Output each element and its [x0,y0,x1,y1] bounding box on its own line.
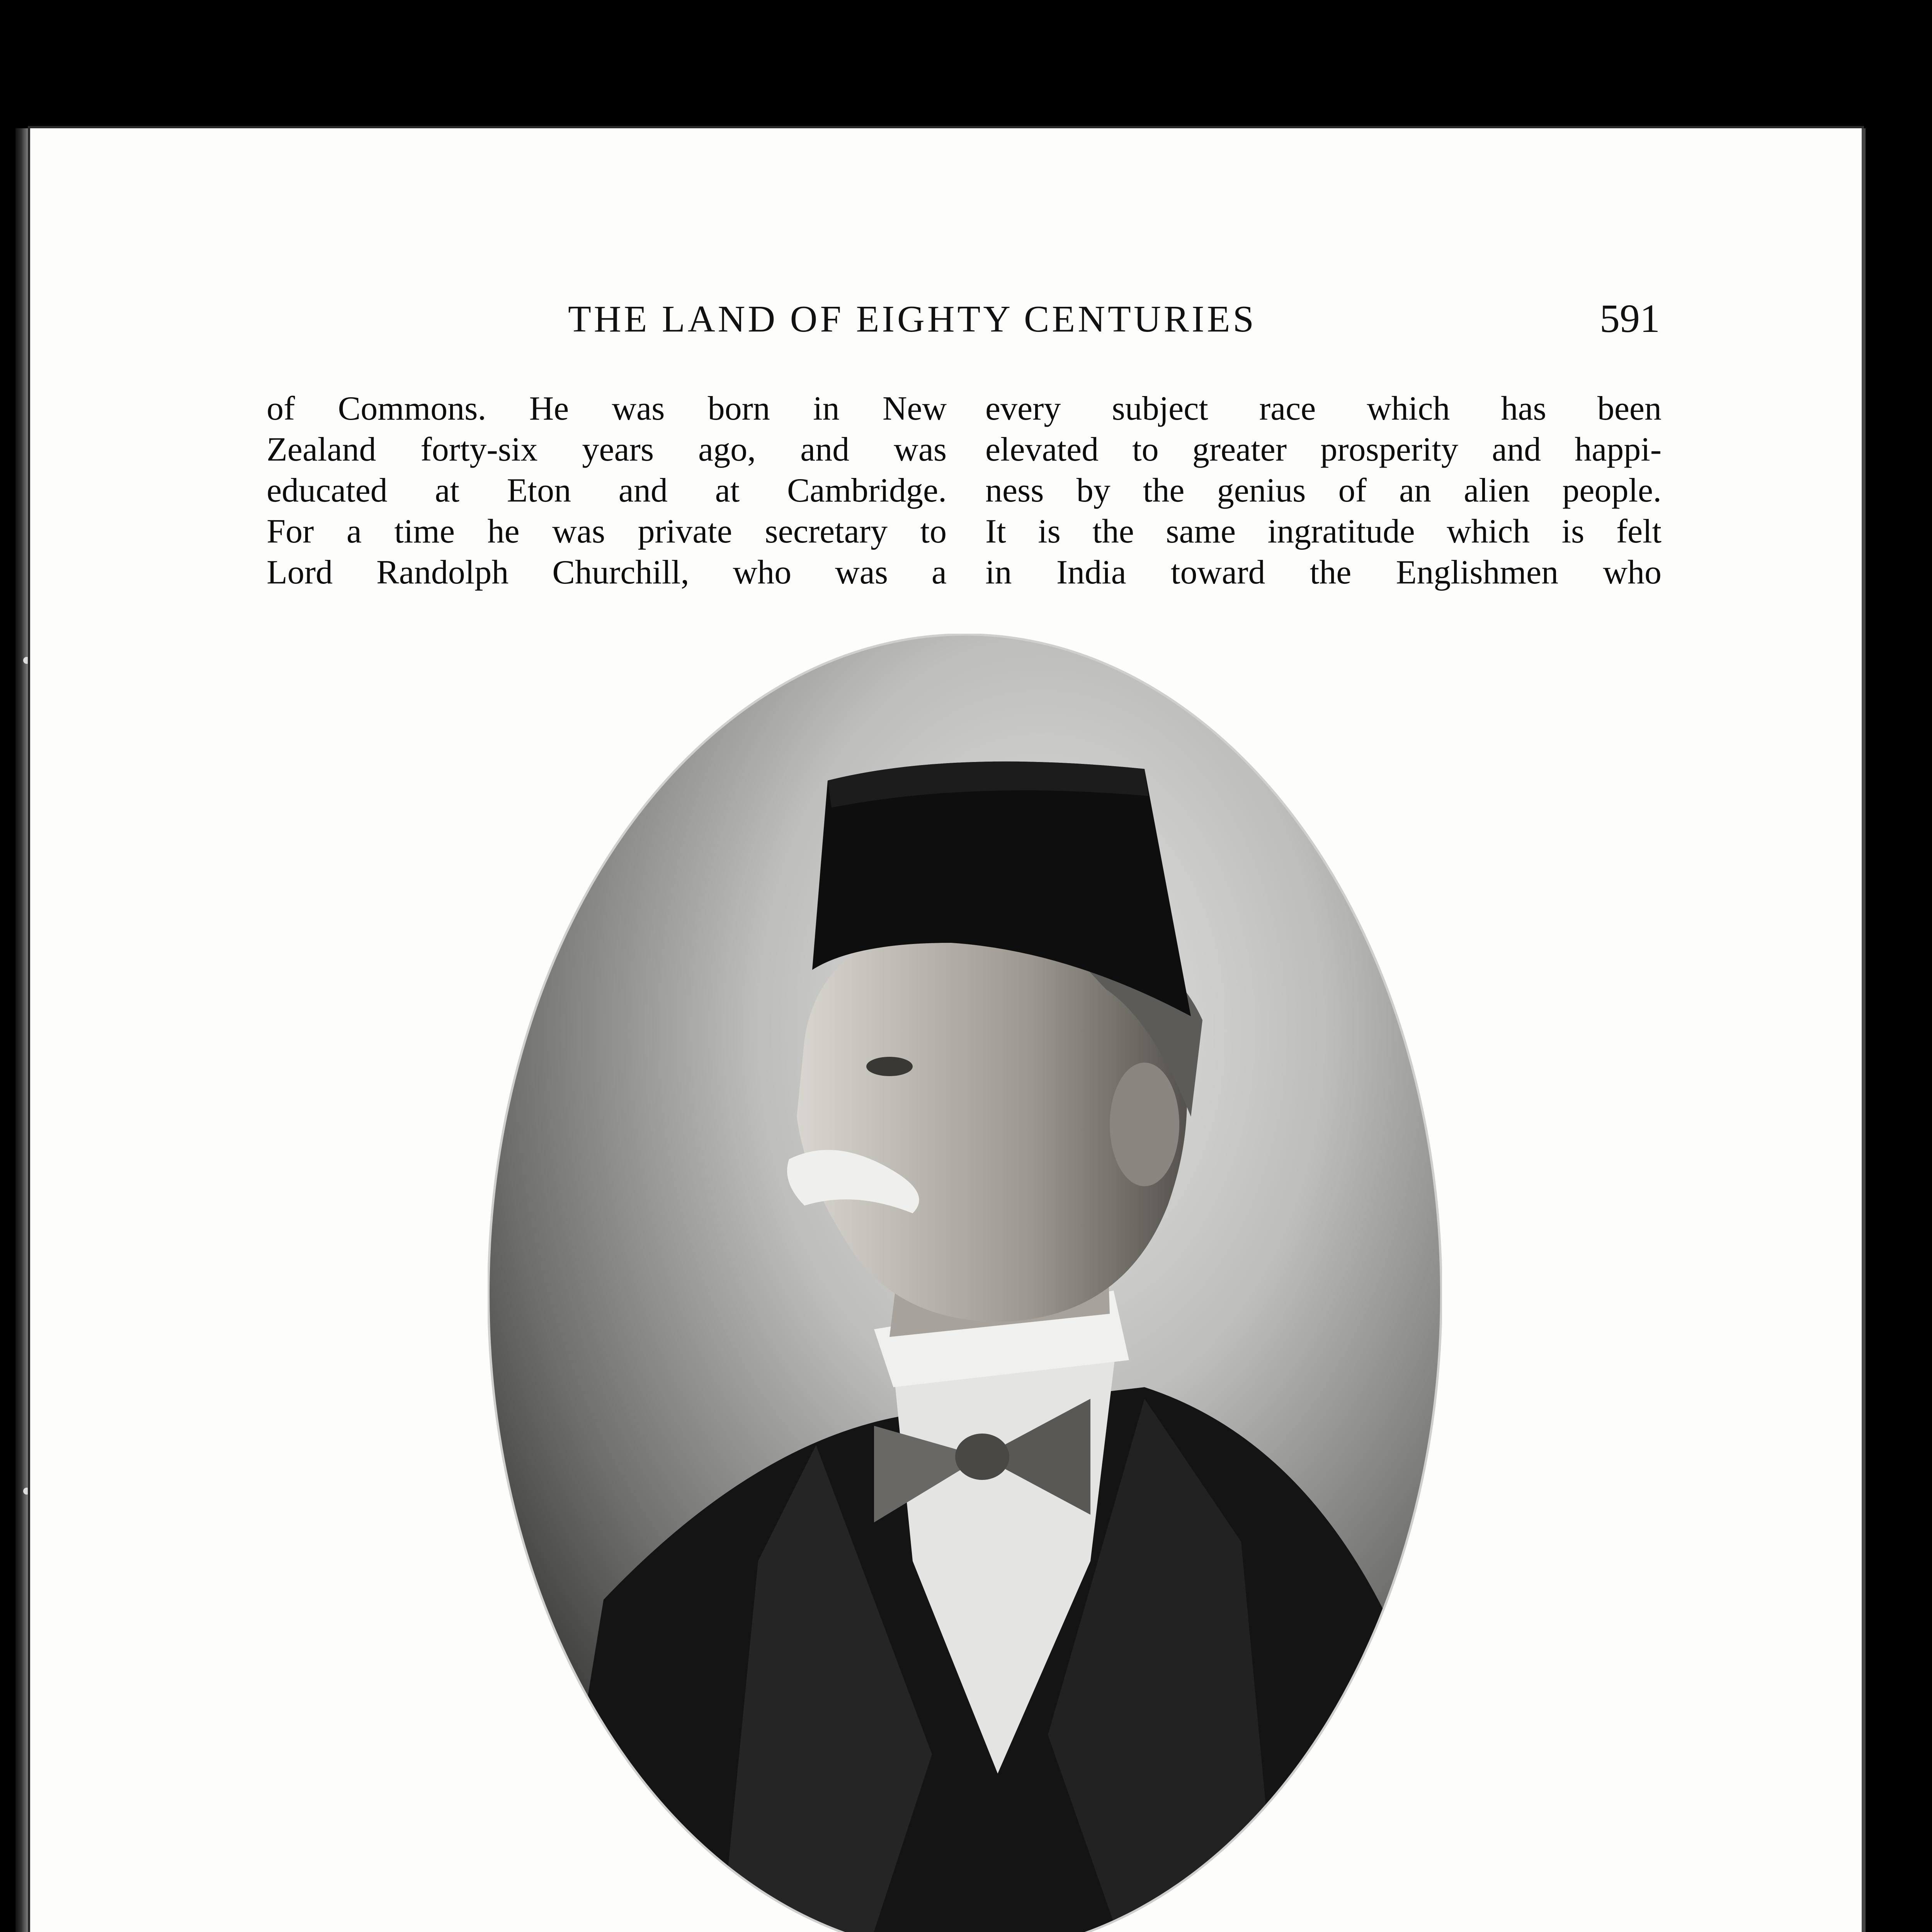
spine-mark [23,1488,30,1495]
text-line: Zealand forty-six years ago, and was [267,431,947,468]
running-head: THE LAND OF EIGHTY CENTURIES [568,298,1257,340]
text-column-top-left [267,388,947,593]
text-line: every subject race which has been [985,390,1662,427]
text-line: It is the same ingratitude which is felt [985,513,1662,550]
page-number: 591 [1600,296,1660,341]
page-edge [1862,128,1866,1932]
portrait-photograph [488,634,1442,1932]
spine-mark [23,657,30,664]
text-line: Lord Randolph Churchill, who was a [267,554,947,591]
text-line: ness by the genius of an alien people. [985,472,1662,509]
text-line: in India toward the Englishmen who [985,554,1662,591]
text-line: elevated to greater prosperity and happi- [985,431,1662,468]
text-line: educated at Eton and at Cambridge. [267,472,947,509]
text-line: For a time he was private secretary to [267,513,947,550]
text-line: of Commons. He was born in New [267,390,947,427]
text-column-top-right [985,388,1662,593]
book-spine [15,128,30,1932]
